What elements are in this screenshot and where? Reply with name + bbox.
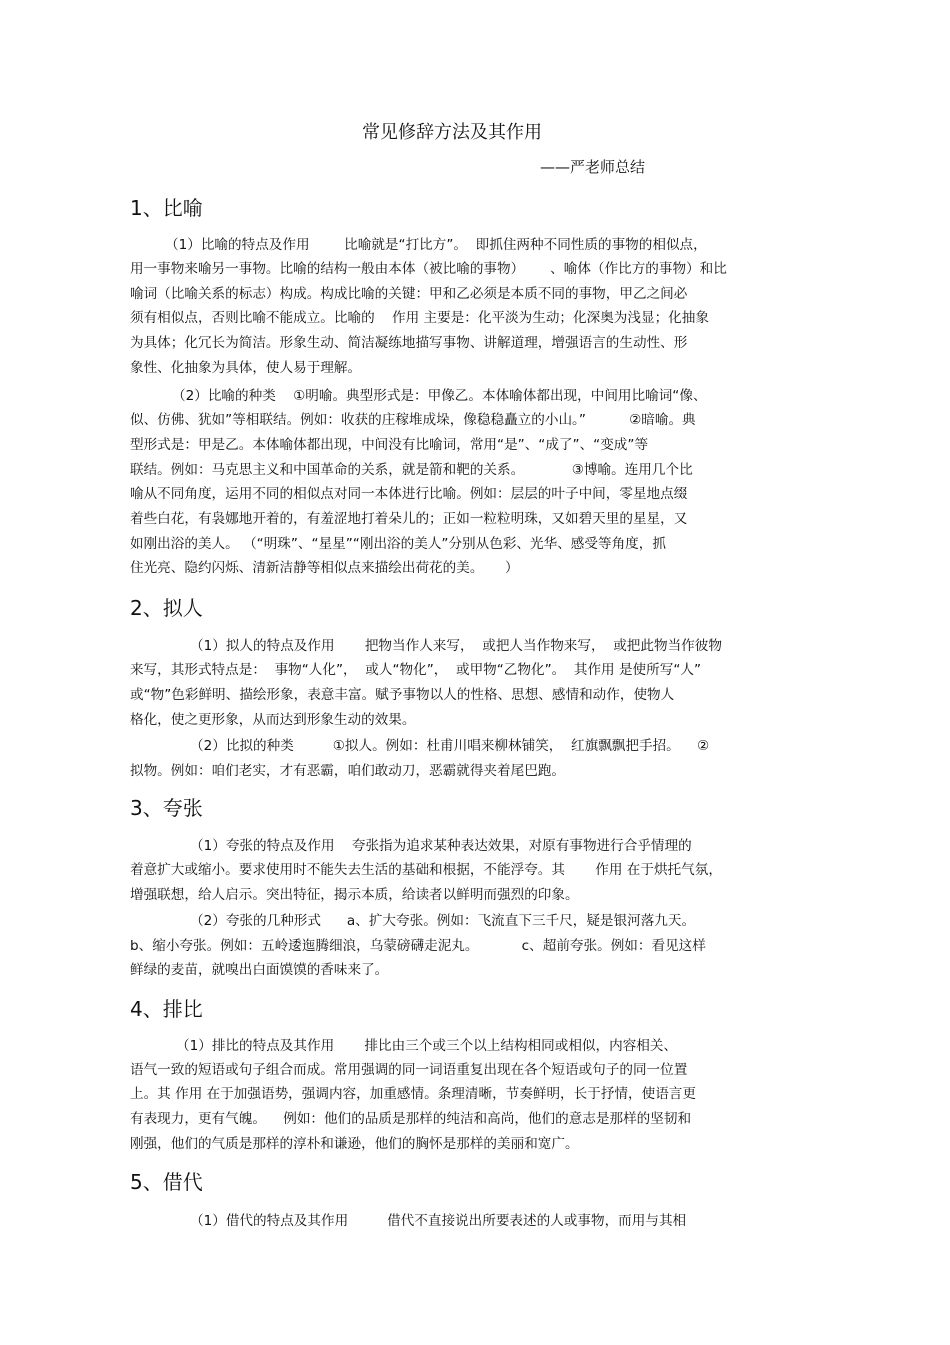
paragraph-line: （2）夸张的几种形式 a、扩大夸张。例如：飞流直下三千尺，疑是银河落九天。 [190,913,696,929]
paragraph-line: 为具体；化冗长为简洁。形象生动、简洁凝练地描写事物、讲解道理，增强语言的生动性、形 [130,335,688,351]
paragraph-line: 上。其 作用 在于加强语势，强调内容，加重感情。条理清晰，节奏鲜明，长于抒情，使语言更 [130,1086,696,1102]
paragraph-line: 须有相似点，否则比喻不能成立。比喻的 作用 主要是：化平淡为生动；化深奥为浅显；化抽象 [130,310,709,326]
paragraph-line: 鲜绿的麦苗，就嗅出白面馍馍的香味来了。 [130,962,389,978]
author-line: ——严老师总结 [540,158,646,176]
paragraph-line: 着些白花，有袅娜地开着的，有羞涩地打着朵儿的；正如一粒粒明珠，又如碧天里的星星，又 [130,511,688,527]
paragraph-line: 喻从不同角度，运用不同的相似点对同一本体进行比喻。例如：层层的叶子中间，零星地点缀 [130,486,688,502]
section-heading: 1、比喻 [130,196,203,220]
paragraph-line: （2）比喻的种类 ①明喻。典型形式是：甲像乙。本体喻体都出现，中间用比喻词“像、 [172,388,707,404]
section-heading: 5、借代 [130,1170,203,1194]
paragraph-line: （1）排比的特点及其作用 排比由三个或三个以上结构相同或相似，内容相关、 [176,1038,678,1054]
paragraph-line: （1）夸张的特点及作用 夸张指为追求某种表达效果，对原有事物进行合乎情理的 [190,838,692,854]
paragraph-line: 语气一致的短语或句子组合而成。常用强调的同一词语重复出现在各个短语或句子的同一位置 [130,1062,688,1078]
paragraph-line: 刚强，他们的气质是那样的淳朴和谦逊，他们的胸怀是那样的美丽和宽广。 [130,1136,579,1152]
paragraph-line: 格化，使之更形象，从而达到形象生动的效果。 [130,712,416,728]
paragraph-line: 有表现力，更有气魄。 例如：他们的品质是那样的纯洁和高尚，他们的意志是那样的坚韧和 [130,1111,692,1127]
paragraph-line: 增强联想，给人启示。突出特征，揭示本质，给读者以鲜明而强烈的印象。 [130,887,579,903]
paragraph-line: 或“物”色彩鲜明、描绘形象，表意丰富。赋予事物以人的性格、思想、感情和动作，使物人 [130,687,675,703]
paragraph-line: 似、仿佛、犹如”等相联结。例如：收获的庄稼堆成垛，像稳稳矗立的小山。” ②暗喻。典 [130,412,696,428]
paragraph-line: 型形式是：甲是乙。本体喻体都出现，中间没有比喻词，常用“是”、“成了”、“变成”等 [130,437,649,453]
paragraph-line: （1）比喻的特点及作用 比喻就是“打比方”。 即抓住两种不同性质的事物的相似点， [165,237,707,253]
section-heading: 3、夸张 [130,796,203,820]
paragraph-line: 拟物。例如：咱们老实，才有恶霸，咱们敢动刀，恶霸就得夹着尾巴跑。 [130,763,565,779]
paragraph-line: 着意扩大或缩小。要求使用时不能失去生活的基础和根据，不能浮夸。其 作用 在于烘托气氛， [130,862,722,878]
paragraph-line: 来写，其形式特点是： 事物“人化”， 或人“物化”， 或甲物“乙物化”。 其作用 是使所写“人” [130,662,702,678]
section-heading: 4、排比 [130,997,203,1021]
page-title: 常见修辞方法及其作用 [362,122,542,143]
paragraph-line: （1）借代的特点及其作用 借代不直接说出所要表述的人或事物，而用与其相 [190,1213,687,1229]
paragraph-line: 联结。例如：马克思主义和中国革命的关系，就是箭和靶的关系。 ③博喻。连用几个比 [130,462,693,478]
paragraph-line: b、缩小夸张。例如：五岭逶迤腾细浪，乌蒙磅礴走泥丸。 c、超前夸张。例如：看见这样 [130,938,706,954]
paragraph-line: 象性、化抽象为具体，使人易于理解。 [130,360,362,376]
paragraph-line: 如刚出浴的美人。 （“明珠”、“星星”“刚出浴的美人”分别从色彩、光华、感受等角度，抓 [130,536,666,552]
section-heading: 2、拟人 [130,596,203,620]
paragraph-line: 用一事物来喻另一事物。比喻的结构一般由本体（被比喻的事物） 、喻体（作比方的事物）和比 [130,261,727,277]
paragraph-line: （2）比拟的种类 ①拟人。例如：杜甫川唱来柳林铺笑， 红旗飘飘把手招。 ② [190,738,710,754]
paragraph-line: 住光亮、隐约闪烁、清新洁静等相似点来描绘出荷花的美。 ） [130,560,519,576]
paragraph-line: （1）拟人的特点及作用 把物当作人来写， 或把人当作物来写， 或把此物当作彼物 [190,638,722,654]
paragraph-line: 喻词（比喻关系的标志）构成。构成比喻的关键：甲和乙必须是本质不同的事物，甲乙之间必 [130,286,688,302]
